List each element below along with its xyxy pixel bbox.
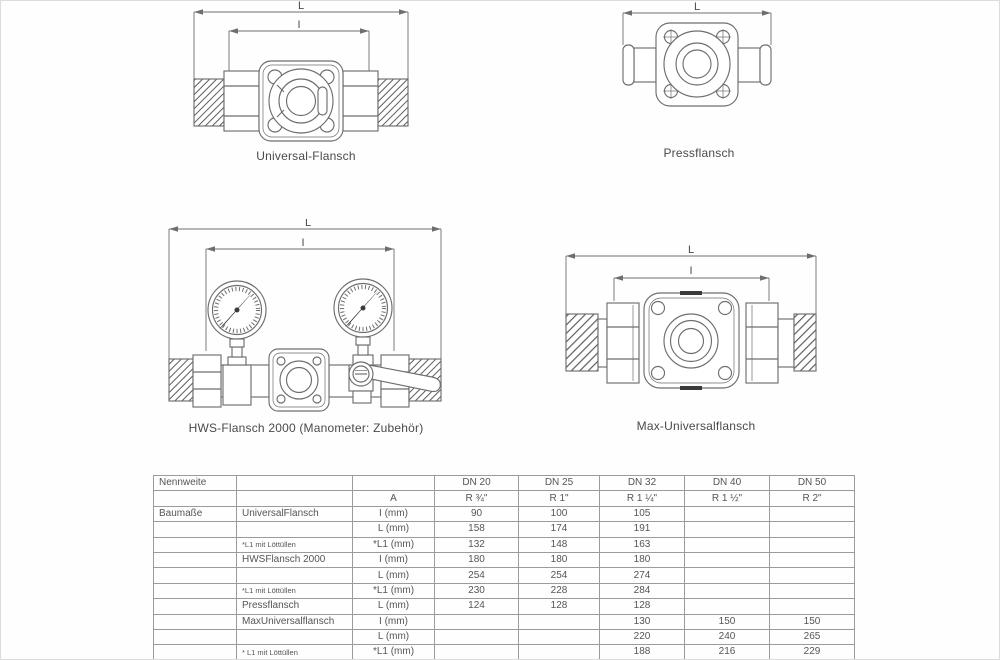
bolt-hole	[719, 302, 732, 315]
table-row	[154, 629, 855, 644]
table-cell	[237, 491, 353, 506]
hex-nut-left	[193, 355, 221, 407]
table-cell: 132	[435, 537, 519, 552]
flange-body	[269, 349, 329, 411]
universal-flansch-drawing	[181, 1, 431, 149]
table-cell: L (mm)	[353, 599, 435, 614]
table-cell	[519, 645, 600, 660]
hws-flansch-drawing	[151, 219, 461, 421]
pressure-gauge-right	[334, 279, 392, 337]
table-row	[154, 552, 855, 567]
table-cell: 124	[435, 599, 519, 614]
bolt-hole	[313, 395, 321, 403]
table-cell	[154, 583, 237, 598]
press-pipe-right	[738, 45, 771, 85]
table-cell	[154, 491, 237, 506]
table-cell: 148	[519, 537, 600, 552]
table-cell: 180	[435, 552, 519, 567]
table-cell: 150	[770, 614, 855, 629]
table-cell	[770, 599, 855, 614]
table-cell: 180	[519, 552, 600, 567]
table-row	[154, 491, 855, 506]
table-row	[154, 568, 855, 583]
table-cell	[519, 614, 600, 629]
table-cell	[435, 645, 519, 660]
table-cell: DN 32	[600, 476, 685, 491]
table-cell: 100	[519, 506, 600, 521]
dim-label-L: L	[304, 219, 312, 229]
table-cell	[685, 537, 770, 552]
table-cell: 180	[600, 552, 685, 567]
gauge-tee-left	[223, 339, 251, 405]
table-row	[154, 645, 855, 660]
bolt-hole	[652, 302, 665, 315]
spec-table	[153, 475, 855, 660]
table-cell	[519, 629, 600, 644]
table-cell	[237, 629, 353, 644]
press-pipe-left	[623, 45, 656, 85]
flange-body	[656, 23, 738, 106]
table-cell	[154, 629, 237, 644]
threaded-end-right	[778, 314, 816, 371]
figure-caption: Pressflansch	[663, 146, 735, 160]
dim-label-I: I	[301, 237, 305, 249]
table-cell: 254	[519, 568, 600, 583]
dim-label-L: L	[687, 244, 695, 256]
flange-tab-top	[680, 291, 702, 295]
table-cell: L (mm)	[353, 629, 435, 644]
table-cell: 230	[435, 583, 519, 598]
bayonet-slot	[318, 87, 327, 115]
table-cell: 284	[600, 583, 685, 598]
bolt-hole	[277, 395, 285, 403]
table-cell: 240	[685, 629, 770, 644]
table-cell: L (mm)	[353, 568, 435, 583]
table-cell: 254	[435, 568, 519, 583]
bolt-hole	[652, 367, 665, 380]
table-cell: * L1 mit Löttüllen	[237, 645, 353, 660]
table-cell: 158	[435, 522, 519, 537]
table-cell	[685, 522, 770, 537]
table-cell: 274	[600, 568, 685, 583]
table-cell: 105	[600, 506, 685, 521]
threaded-end-right	[378, 79, 408, 126]
table-cell: DN 40	[685, 476, 770, 491]
table-cell: *L1 mit Löttüllen	[237, 537, 353, 552]
threaded-end-left	[169, 359, 193, 401]
threaded-end-left	[194, 79, 224, 126]
table-row	[154, 583, 855, 598]
flange-tab-bottom	[680, 386, 702, 390]
max-universalflansch-drawing	[556, 241, 836, 419]
table-cell	[154, 537, 237, 552]
table-cell	[237, 522, 353, 537]
table-cell: 188	[600, 645, 685, 660]
table-cell: I (mm)	[353, 552, 435, 567]
table-cell: A	[353, 491, 435, 506]
figure-pressflansch	[599, 1, 799, 160]
table-cell	[154, 614, 237, 629]
table-cell: R 1 ¼"	[600, 491, 685, 506]
table-cell	[770, 506, 855, 521]
table-cell: HWSFlansch 2000	[237, 552, 353, 567]
table-cell: L (mm)	[353, 522, 435, 537]
table-cell	[685, 599, 770, 614]
figure-max-universalflansch	[556, 241, 836, 433]
flange-body	[259, 61, 343, 141]
table-cell	[154, 522, 237, 537]
table-cell: R 1"	[519, 491, 600, 506]
table-cell: R 2"	[770, 491, 855, 506]
table-cell	[770, 583, 855, 598]
table-cell	[685, 552, 770, 567]
dim-label-I: I	[297, 19, 301, 31]
figure-hws-flansch	[151, 219, 461, 435]
table-cell: Baumaße	[154, 506, 237, 521]
pressflansch-drawing	[599, 1, 799, 146]
table-row	[154, 522, 855, 537]
table-cell: 191	[600, 522, 685, 537]
table-row	[154, 506, 855, 521]
table-cell: 174	[519, 522, 600, 537]
figure-universal-flansch	[181, 1, 431, 163]
table-cell: 220	[600, 629, 685, 644]
table-cell: 228	[519, 583, 600, 598]
union-nut-right	[746, 303, 778, 383]
table-cell	[435, 614, 519, 629]
table-cell: *L1 (mm)	[353, 645, 435, 660]
dim-label-I: I	[689, 265, 693, 277]
pressure-gauge-left	[208, 281, 266, 339]
figure-caption: HWS-Flansch 2000 (Manometer: Zubehör)	[188, 421, 424, 435]
table-cell: Nennweite	[154, 476, 237, 491]
table-cell: R 1 ½"	[685, 491, 770, 506]
table-cell	[237, 476, 353, 491]
table-cell	[353, 476, 435, 491]
hex-nut-right	[343, 71, 378, 131]
table-cell: DN 20	[435, 476, 519, 491]
hex-nut-left	[224, 71, 259, 131]
table-cell	[435, 629, 519, 644]
table-cell	[154, 599, 237, 614]
table-cell: 163	[600, 537, 685, 552]
table-cell: R ¾"	[435, 491, 519, 506]
flange-body	[644, 291, 739, 390]
table-cell: 128	[600, 599, 685, 614]
table-row	[154, 537, 855, 552]
table-cell: DN 25	[519, 476, 600, 491]
table-cell: 150	[685, 614, 770, 629]
table-cell: 128	[519, 599, 600, 614]
table-cell: MaxUniversalflansch	[237, 614, 353, 629]
table-cell	[154, 645, 237, 660]
table-cell: DN 50	[770, 476, 855, 491]
table-cell: *L1 (mm)	[353, 583, 435, 598]
table-cell	[154, 568, 237, 583]
table-cell	[770, 537, 855, 552]
table-cell	[770, 568, 855, 583]
table-cell: *L1 mit Löttüllen	[237, 583, 353, 598]
dimension-line-L	[169, 219, 441, 359]
figure-caption: Universal-Flansch	[256, 149, 356, 163]
table-cell	[685, 583, 770, 598]
threaded-end-left	[566, 314, 607, 371]
table-cell	[685, 506, 770, 521]
dim-label-L: L	[297, 1, 305, 12]
table-cell: I (mm)	[353, 506, 435, 521]
table-cell	[770, 522, 855, 537]
table-cell: 229	[770, 645, 855, 660]
dim-label-L: L	[693, 1, 701, 13]
table-cell	[685, 568, 770, 583]
table-cell: *L1 (mm)	[353, 537, 435, 552]
table-cell	[770, 552, 855, 567]
figure-caption: Max-Universalflansch	[636, 419, 756, 433]
table-cell	[237, 568, 353, 583]
table-cell: 265	[770, 629, 855, 644]
table-row	[154, 476, 855, 491]
table-cell: 130	[600, 614, 685, 629]
table-cell: 216	[685, 645, 770, 660]
table-row	[154, 614, 855, 629]
table-row	[154, 599, 855, 614]
table-cell: UniversalFlansch	[237, 506, 353, 521]
bolt-hole	[719, 367, 732, 380]
table-cell	[154, 552, 237, 567]
bolt-hole	[313, 357, 321, 365]
table-cell: 90	[435, 506, 519, 521]
table-cell: I (mm)	[353, 614, 435, 629]
bolt-hole	[277, 357, 285, 365]
union-nut-left	[607, 303, 639, 383]
table-cell: Pressflansch	[237, 599, 353, 614]
